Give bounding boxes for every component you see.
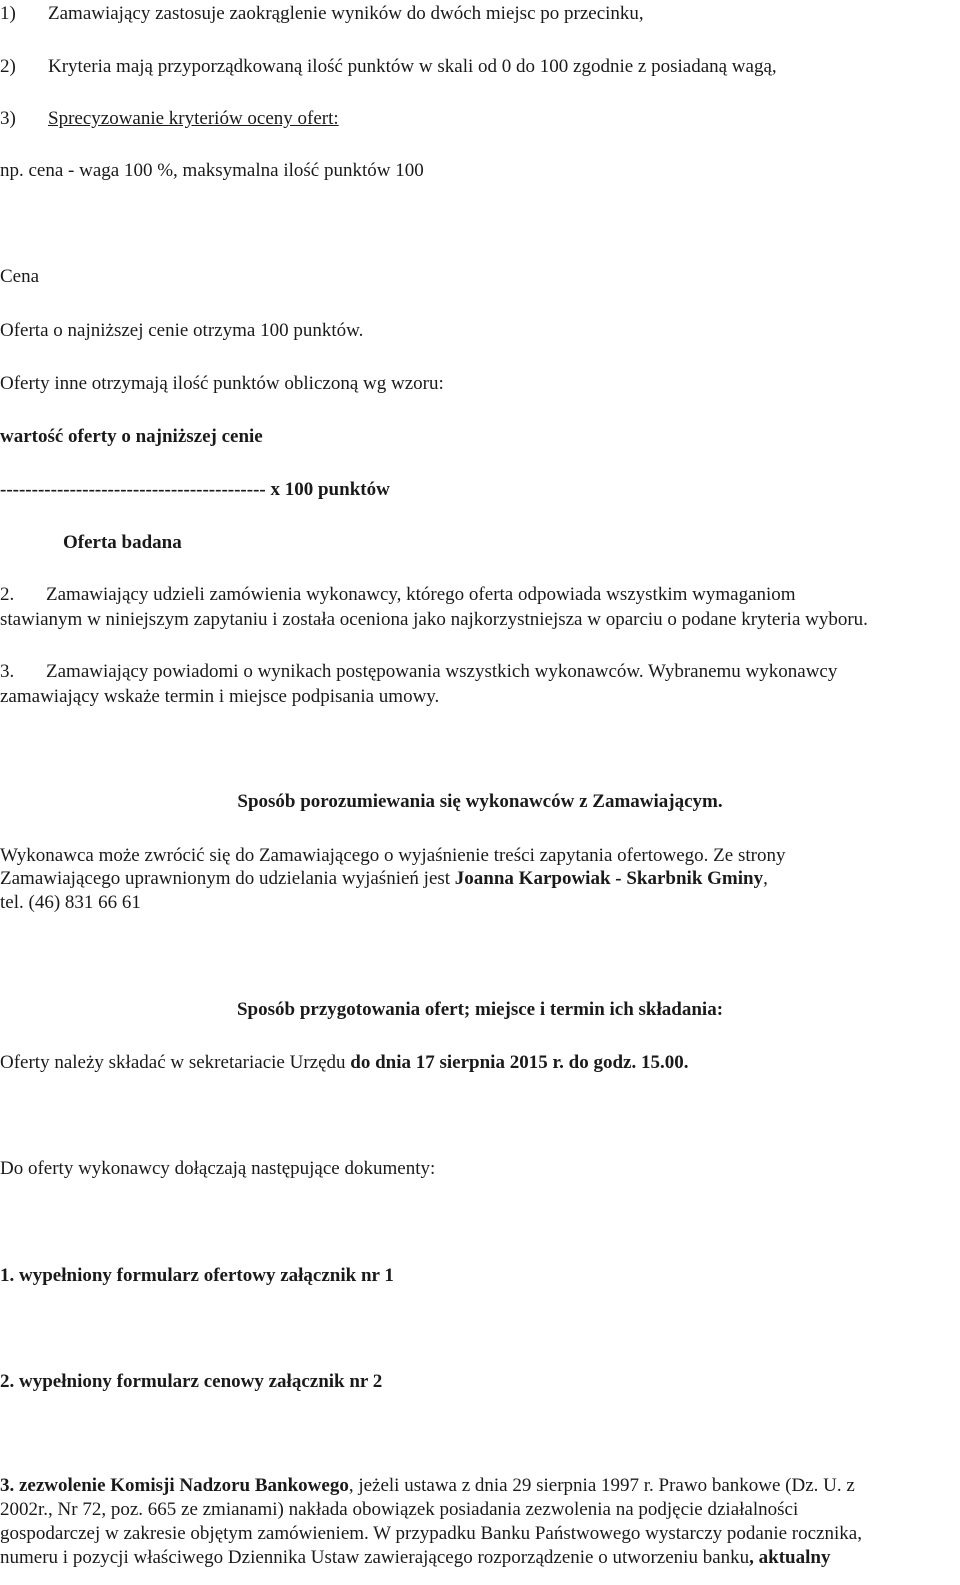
contact-person: Joanna Karpowiak - Skarbnik Gminy	[454, 868, 764, 889]
documents-intro: Do oferty wykonawcy dołączają następujące dokumenty:	[0, 1158, 436, 1179]
example-line: np. cena - waga 100 %, maksymalna ilość punktów 100	[0, 160, 424, 181]
document-item: 3. zezwolenie Komisji Nadzoru Bankowego, jeżeli ustawa z dnia 29 sierpnia 1997 r. Prawo bankowe (Dz. U. z	[0, 1475, 855, 1496]
contact-phone: tel. (46) 831 66 61	[0, 892, 141, 913]
cena-line: Oferta o najniższej cenie otrzyma 100 punktów.	[0, 320, 364, 341]
cena-heading: Cena	[0, 266, 40, 287]
list-item: 1) Zamawiający zastosuje zaokrąglenie wyników do dwóch miejsc po przecinku,	[0, 3, 644, 24]
contact-line: Zamawiającego uprawnionym do udzielania wyjaśnień jest Joanna Karpowiak - Skarbnik Gminy,	[0, 868, 768, 889]
formula-denominator: Oferta badana	[63, 532, 182, 553]
document-item: 1. wypełniony formularz ofertowy załącznik nr 1	[0, 1265, 394, 1286]
paragraph: 3. Zamawiający powiadomi o wynikach postępowania wszystkich wykonawców. Wybranemu wykonawcy	[0, 661, 838, 682]
paragraph-line: zamawiający wskaże termin i miejsce podpisania umowy.	[0, 686, 440, 707]
document-item-line: gospodarczej w zakresie objętym zamówieniem. W przypadku Banku Państwowego wystarczy podanie rocznika,	[0, 1523, 862, 1544]
document-item-line: numeru i pozycji właściwego Dziennika Ustaw zawierającego rozporządzenie o utworzeniu banku, aktualny	[0, 1547, 831, 1568]
list-item: 3) Sprecyzowanie kryteriów oceny ofert:	[0, 108, 339, 129]
formula-fraction-line: ------------------------------------------ x 100 punktów	[0, 479, 390, 500]
document-item: 2. wypełniony formularz cenowy załącznik nr 2	[0, 1371, 383, 1392]
contact-line: Wykonawca może zwrócić się do Zamawiającego o wyjaśnienie treści zapytania ofertowego. Ze strony	[0, 845, 786, 866]
document-item-line: 2002r., Nr 72, poz. 665 ze zmianami) nakłada obowiązek posiadania zezwolenia na podjęcie działalności	[0, 1499, 799, 1520]
section-heading: Sposób przygotowania ofert; miejsce i termin ich składania:	[236, 999, 724, 1020]
offers-deadline: Oferty należy składać w sekretariacie Urzędu do dnia 17 sierpnia 2015 r. do godz. 15.00.	[0, 1052, 689, 1073]
paragraph-line: stawianym w niniejszym zapytaniu i została oceniona jako najkorzystniejsza w oparciu o podane kryteria wyboru.	[0, 609, 868, 630]
cena-line: Oferty inne otrzymają ilość punktów obliczoną wg wzoru:	[0, 373, 444, 394]
section-heading: Sposób porozumiewania się wykonawców z Zamawiającym.	[237, 791, 723, 812]
paragraph: 2. Zamawiający udzieli zamówienia wykonawcy, którego oferta odpowiada wszystkim wymaganiom	[0, 584, 796, 605]
list-item: 2) Kryteria mają przyporządkowaną ilość punktów w skali od 0 do 100 zgodnie z posiadaną wagą,	[0, 56, 777, 77]
formula-numerator: wartość oferty o najniższej cenie	[0, 426, 263, 447]
